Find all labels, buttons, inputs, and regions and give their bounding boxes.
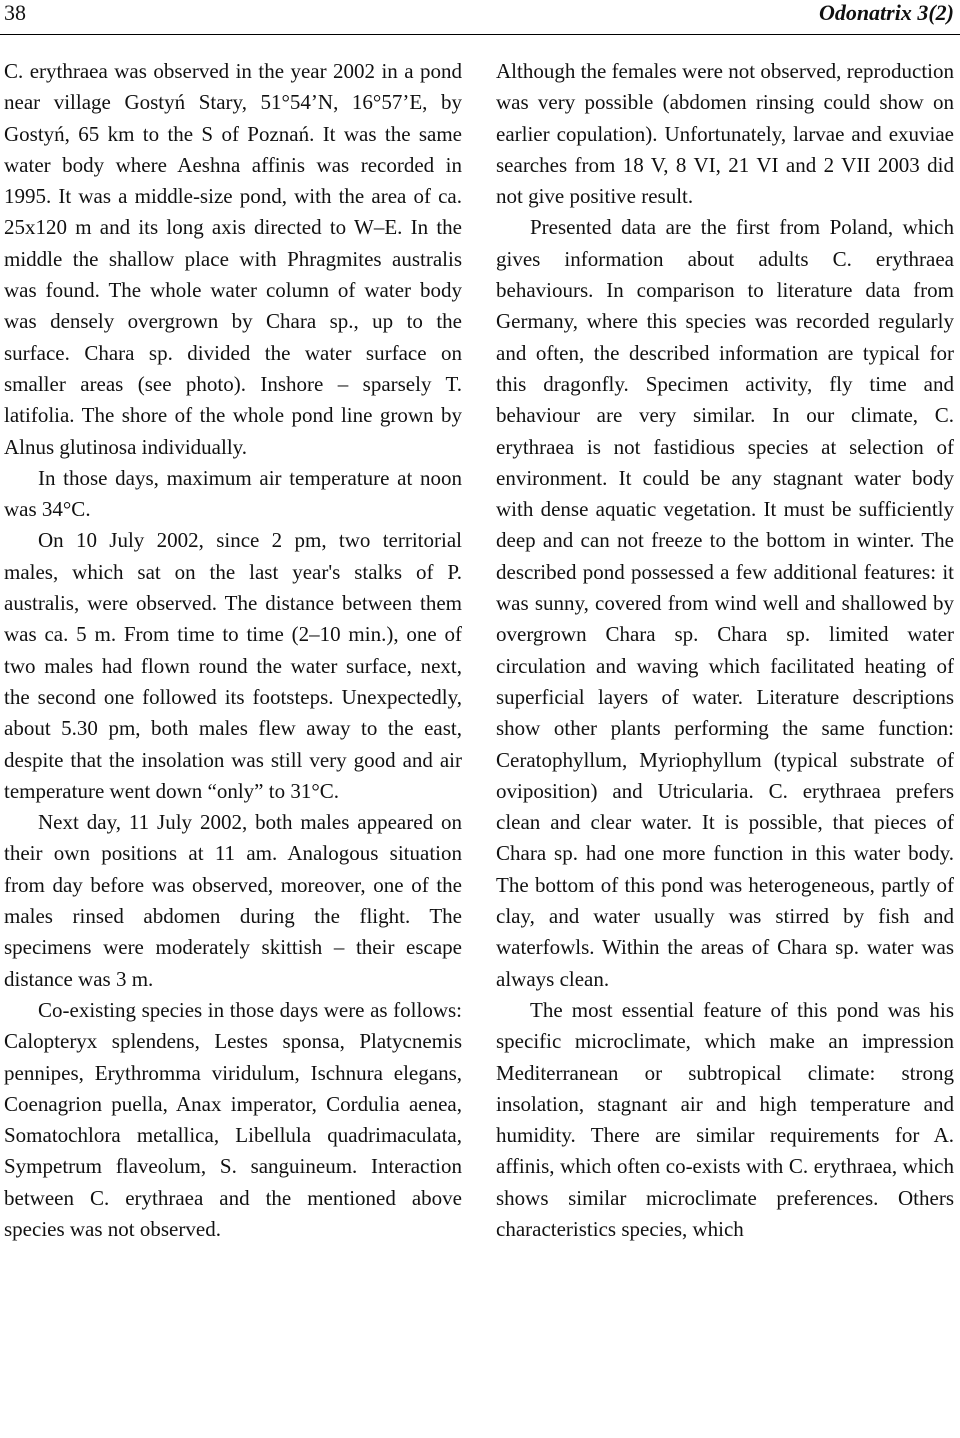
left-column xyxy=(4,56,462,1245)
paragraph: Although the females were not observed, reproduction was very possible (abdomen rinsing could show on earlier copulation). Unfortunately, larvae and exuviae searches from 18 V, 8 VI, 21 VI and 2 VII 2003 did not give positive result. xyxy=(496,59,954,209)
paragraph: Next day, 11 July 2002, both males appeared on their own positions at 11 am. Analogous situation from day before was observed, moreover, one of the males rinsed abdomen during the flight. The specimens were moderately skittish – their escape distance was 3 m. xyxy=(4,810,462,991)
journal-title: Odonatrix 3(2) xyxy=(818,0,954,25)
paragraph: Presented data are the first from Poland, which gives information about adults C. erythraea behaviours. In comparison to literature data from Germany, where this species was recorded regularly and often, the described information are typical for this dragonfly. Specimen activity, fly time and behaviour are very similar. In our climate, C. erythraea is not fastidious species at selection of environment. It could be any stagnant water body with dense aquatic vegetation. It must be sufficiently deep and can not freeze to the bottom in winter. The described pond possessed a few additional features: it was sunny, covered from wind well and shallowed by overgrown Chara sp. Chara sp. limited water circulation and waving which facilitated heating of superficial layers of water. Literature descriptions show other plants performing the same function: Ceratophyllum, Myriophyllum (typical substrate of oviposition) and Utricularia. C. erythraea prefers clean and clear water. It is possible, that pieces of Chara sp. had one more function in this water body. The bottom of this pond was heterogeneous, partly of clay, and water usually was stirred by fish and waterfowls. Within the areas of Chara sp. water was always clean. xyxy=(496,215,954,991)
paragraph: In those days, maximum air temperature at noon was 34°C. xyxy=(4,465,462,522)
paragraph: C. erythraea was observed in the year 2002 in a pond near village Gostyń Stary, 51°54’N, 16°57’E, by Gostyń, 65 km to the S of Poznań. It was the same water body where Aeshna affinis was recorded in 1995. It was a middle-size pond, with the area of ca. 25x120 m and its long axis directed to W–E. In the middle the shallow place with Phragmites australis was found. The whole water column of water body was densely overgrown by Chara sp., up to the surface. Chara sp. divided the water surface on smaller areas (see photo). Inshore – sparsely T. latifolia. The shore of the whole pond line grown by Alnus glutinosa individually. xyxy=(4,59,462,459)
paragraph: The most essential feature of this pond was his specific microclimate, which make an impression Mediterranean or subtropical climate: strong insolation, stagnant air and high temperature and humidity. There are similar requirements for A. affinis, which often co-exists with C. erythraea, which shows similar microclimate preferences. Others characteristics species, which xyxy=(496,997,954,1241)
page-number: 38 xyxy=(4,0,26,25)
paragraph: On 10 July 2002, since 2 pm, two territorial males, which sat on the last year's stalks of P. australis, were observed. The distance between them was ca. 5 m. From time to time (2–10 min.), one of two males had flown round the water surface, next, the second one followed its footsteps. Unexpectedly, about 5.30 pm, both males flew away to the east, despite that the insolation was still very good and air temperature went down “only” to 31°C. xyxy=(4,528,462,803)
paragraph: Co-existing species in those days were as follows: Calopteryx splendens, Lestes sponsa, Platycnemis pennipes, Erythromma viridulum, Ischnura elegans, Coenagrion puella, Anax imperator, Cordulia aenea, Somatochlora metallica, Libellula quadrimaculata, Sympetrum flaveolum, S. sanguineum. Interaction between C. erythraea and the mentioned above species was not observed. xyxy=(4,997,462,1241)
page-header xyxy=(0,0,960,35)
right-column xyxy=(496,56,954,1245)
